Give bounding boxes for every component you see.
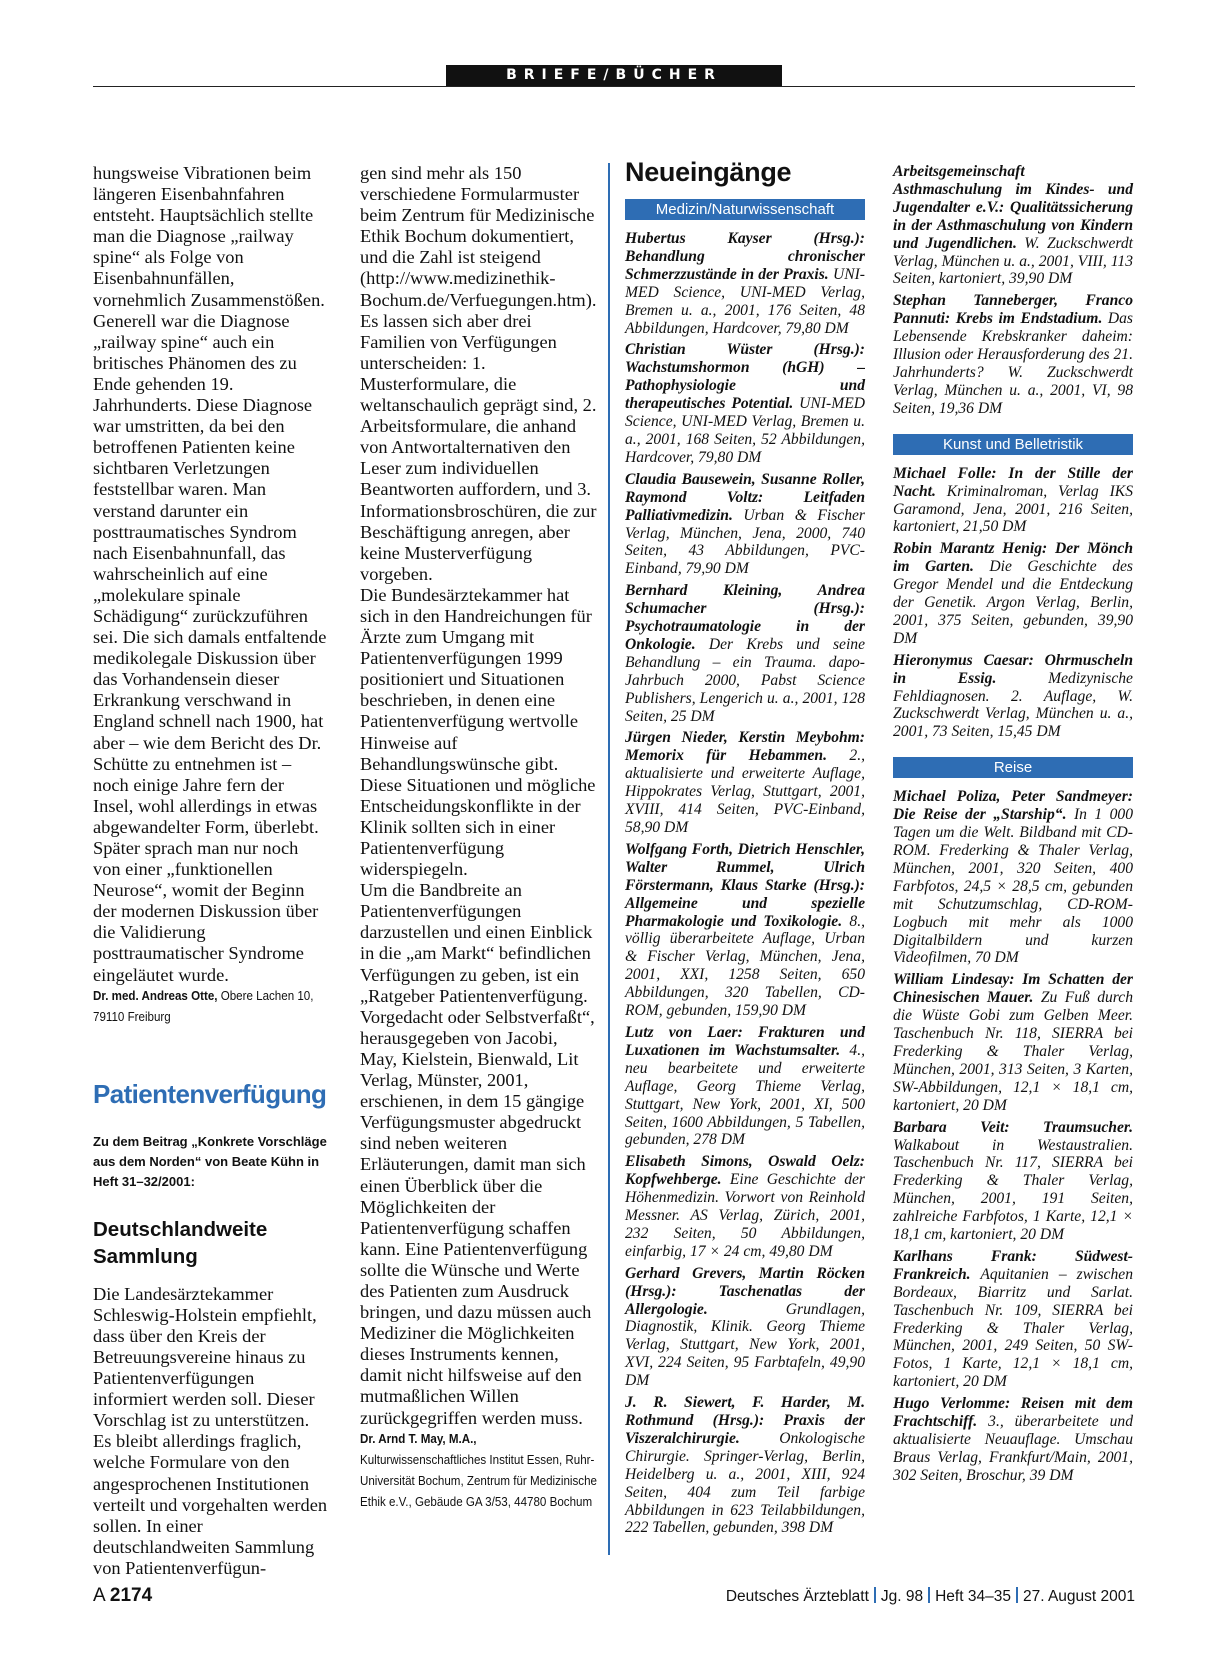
book-list xyxy=(893,163,1133,418)
book-details: Das Lebensende Krebskranker daheim: Illusion oder Herausforderung des 21. Jahrhunderts? W. Zuckschwerdt Verlag, München u. a., 2001, VI, 98 Seiten, 19,36 DM xyxy=(893,310,1133,417)
author-address: Kulturwissenschaftliches Institut Essen, Ruhr-Universität Bochum, Zentrum für Medizinische Ethik e.V., Gebäude GA 3/53, 44780 Bochum xyxy=(360,1452,597,1509)
category-banner: Kunst und Belletristik xyxy=(893,434,1133,455)
author-name: Dr. med. Andreas Otte, xyxy=(93,988,218,1003)
book-details: Zu Fuß durch die Wüste Gobi zum Gelben Meer. Taschenbuch Nr. 118, SIERRA bei Frederking & Thaler Verlag, München, 2001, 313 Seiten, 3 Karten, SW-Abbildungen, 12,1 × 18,1 cm, kartoniert, 20 DM xyxy=(893,989,1134,1114)
book-title: William Lindesay: Im Schatten der Chinesischen Mauer. xyxy=(893,971,1133,1007)
book-details: Onkologische Chirurgie. Springer-Verlag, Berlin, Heidelberg u. a., 2001, XIII, 924 Seiten, 404 zum Teil farbige Abbildungen in 623 Teilabbildungen, 222 Tabellen, gebunden, 398 DM xyxy=(625,1429,865,1537)
book-title: Hieronymus Caesar: Ohrmuscheln in Essig. xyxy=(893,651,1133,687)
header-rule xyxy=(93,86,1135,87)
journal-date: 27. August 2001 xyxy=(1022,1588,1135,1605)
book-title: Jürgen Nieder, Kerstin Meybohm: Memorix für Hebammen. xyxy=(625,729,865,765)
book-details: 3., überarbeitete und aktualisierte Neuauflage. Umschau Braus Verlag, Frankfurt/Main, 2001, 302 Seiten, Broschur, 39 DM xyxy=(893,1413,1133,1484)
book-title: Hubertus Kayser (Hrsg.): Behandlung chronischer Schmerzzustände in der Praxis. xyxy=(625,230,865,283)
book-details: Grundlagen, Diagnostik, Klinik. Georg Thieme Verlag, Stuttgart, New York, 2001, XVI, 224 Seiten, 95 Farbtafeln, 49,90 DM xyxy=(625,1300,865,1390)
book-title: Elisabeth Simons, Oswald Oelz: Kopfwehberge. xyxy=(625,1153,865,1189)
book-title: Lutz von Laer: Frakturen und Luxationen im Wachstumsalter. xyxy=(625,1023,865,1059)
page-number-value: 2174 xyxy=(109,1585,153,1606)
section-subhead: Deutschlandweite Sammlung xyxy=(93,1217,268,1268)
book-entry xyxy=(625,1394,865,1537)
book-entry xyxy=(625,841,865,1020)
footer-divider xyxy=(1016,1587,1018,1603)
section-label: BRIEFE/BÜCHER xyxy=(446,65,782,86)
book-entry xyxy=(893,1248,1133,1391)
book-entry xyxy=(893,163,1133,288)
book-entry xyxy=(625,1153,865,1260)
book-details: Der Krebs und seine Behandlung – ein Trauma. dapo-Jahrbuch 2000, Pabst Science Publishers, Lengerich u. a., 2001, 128 Seiten, 25 DM xyxy=(625,635,865,725)
book-entry xyxy=(625,582,865,725)
author-signature xyxy=(93,986,332,1028)
book-details: Medizynische Fehldiagnosen. 2. Auflage, W. Zuckschwerdt Verlag, München u. a., 2001, 73 Seiten, 15,45 DM xyxy=(893,669,1133,741)
new-arrivals-column-2 xyxy=(893,163,1133,1489)
page-number xyxy=(93,1585,152,1607)
book-title: Stephan Tanneberger, Franco Pannuti: Krebs im Endstadium. xyxy=(893,292,1133,328)
author-signature xyxy=(360,1429,599,1513)
book-entry xyxy=(625,341,865,466)
book-title: Gerhard Grevers, Martin Röcken (Hrsg.): Taschenatlas der Allergologie. xyxy=(625,1264,865,1318)
book-entry xyxy=(893,652,1133,742)
book-title: Claudia Bausewein, Susanne Roller, Raymond Voltz: Leitfaden Palliativmedizin. xyxy=(625,470,865,524)
book-details: In 1 000 Tagen um die Welt. Bildband mit CD-ROM. Frederking & Thaler Verlag, München, 2001, 320 Seiten, 400 Farbfotos, 24,5 × 28,5 cm, gebunden mit Schutzumschlag, CD-ROM-Logbuch mit mehr als 1000 Digitalbildern und kurzen Videofilmen, 70 DM xyxy=(893,806,1133,967)
book-title: Barbara Veit: Traumsucher. xyxy=(893,1118,1133,1136)
book-details: Eine Geschichte der Höhenmedizin. Vorwort von Reinhold Messner. AS Verlag, Zürich, 2001, 232 Seiten, 50 Abbildungen, einfarbig, 17 × 24 cm, 49,80 DM xyxy=(625,1171,866,1260)
letter-paragraph: Um die Bandbreite an Patientenverfügungen darzustellen und einen Einblick in die „am Markt“ befindlichen Verfügungen zu geben, ist ein „Ratgeber Patientenverfügung. Vorgedacht oder Selbstverfaßt“, herausgegeben von Jacobi, May, Kielstein, Bienwald, Lit Verlag, Münster, 2001, erschienen, in dem 15 gängige Verfügungsmuster abgedruckt sind neben weiteren Erläuterungen, damit man sich einen Überblick über die Möglichkeiten der Patientenverfügung schaffen kann. Eine Patientenverfügung sollte die Wünsche und Werte des Patienten zum Ausdruck bringen, und dazu müssen auch Mediziner die Möglichkeiten dieses Instruments kennen, damit nicht hilfsweise auf den mutmaßlichen Willen zurückgegriffen werden muss. xyxy=(360,880,595,1428)
new-arrivals-title: Neueingänge xyxy=(625,157,792,187)
journal-footer xyxy=(726,1587,1135,1606)
book-details: UNI-MED Science, UNI-MED Verlag, Bremen u. a., 2001, 168 Seiten, 52 Abbildungen, Hardcover, 79,80 DM xyxy=(625,395,865,466)
section-intro: Zu dem Beitrag „Konkrete Vorschläge aus dem Norden“ von Beate Kühn in Heft 31–32/2001: xyxy=(93,1133,327,1189)
letter-paragraph: Die Bundesärztekammer hat sich in den Handreichungen für Ärzte zum Umgang mit Patientenverfügungen 1999 positioniert und Situationen beschrieben, in denen eine Patientenverfügung wertvolle Hinweise auf Behandlungswünsche gibt. Diese Situationen und mögliche Entscheidungskonflikte in der Klinik sollten sich in einer Patientenverfügung widerspiegeln. xyxy=(360,584,596,880)
book-details: 2., aktualisierte und erweiterte Auflage, Hippokrates Verlag, Stuttgart, 2001, XVIII, 414 Seiten, PVC-Einband, 58,90 DM xyxy=(625,747,865,836)
book-title: Arbeitsgemeinschaft Asthmaschulung im Kindes- und Jugendalter e.V.: Qualitätssicherung in der Asthmaschulung von Kindern und Jugendlichen. xyxy=(893,163,1133,252)
letter-paragraph: hungsweise Vibrationen beim längeren Eisenbahnfahren entsteht. Hauptsächlich stellte man die Diagnose „railway spine“ als Folge von Eisenbahnunfällen, vornehmlich Zusammenstößen. Generell war die Diagnose „railway spine“ auch ein britisches Phänomen des zu Ende gehenden 19. Jahrhunderts. Diese Diagnose war umstritten, da bei den betroffenen Patienten keine sichtbaren Verletzungen feststellbar waren. Man verstand darunter ein posttraumatisches Syndrom nach Eisenbahnunfall, das wahrscheinlich auf eine „molekulare spinale Schädigung“ zurückzuführen sei. Die sich damals entfaltende medikolegale Diskussion über das Vorhandensein dieser Erkrankung verschwand in England schnell nach 1900, hat aber – wie dem Bericht des Dr. Schütte zu entnehmen ist – noch einige Jahre fern der Insel, wohl allerdings in etwas abgewandelter Form, überlebt. Später sprach man nur noch von einer „funktionellen Neurose“, womit der Beginn der modernen Diskussion über die Validierung posttraumatischer Syndrome eingeläutet wurde. xyxy=(93,163,327,985)
book-entry xyxy=(625,230,865,337)
footer-divider xyxy=(874,1587,876,1603)
book-details: Kriminalroman, Verlag IKS Garamond, Jena, 2001, 216 Seiten, kartoniert, 21,50 DM xyxy=(893,482,1134,536)
book-title: Michael Folle: In der Stille der Nacht. xyxy=(893,464,1133,500)
book-entry xyxy=(625,1024,865,1149)
column-1 xyxy=(93,163,328,1579)
book-title: Hugo Verlomme: Reisen mit dem Frachtschiff. xyxy=(893,1395,1133,1431)
book-details: W. Zuckschwerdt Verlag, München u. a., 2001, VIII, 113 Seiten, kartoniert, 39,90 DM xyxy=(893,234,1133,288)
book-entry xyxy=(893,292,1133,417)
author-name: Dr. Arnd T. May, M.A., xyxy=(360,1431,477,1446)
book-title: Robin Marantz Henig: Der Mönch im Garten. xyxy=(893,540,1133,576)
book-title: Bernhard Kleining, Andrea Schumacher (Hrsg.): Psychotraumatologie in der Onkologie. xyxy=(625,582,865,653)
journal-issue: Heft 34–35 xyxy=(935,1588,1011,1605)
book-list xyxy=(893,788,1133,1484)
author-address: Obere Lachen 10, 79110 Freiburg xyxy=(93,988,314,1024)
book-title: Wolfgang Forth, Dietrich Henschler, Walter Rummel, Ulrich Förstermann, Klaus Starke (Hrsg.): Allgemeine und spezielle Pharmakologie und Toxikologie. xyxy=(625,840,865,930)
column-divider xyxy=(608,163,610,1555)
book-details: 8., völlig überarbeitete Auflage, Urban & Fischer Verlag, München, Jena, 2001, XXI, 1258 Seiten, 650 Abbildungen, 320 Tabellen, CD-ROM, gebunden, 159,90 DM xyxy=(625,912,865,1020)
journal-name: Deutsches Ärzteblatt xyxy=(725,1588,869,1605)
book-entry xyxy=(625,729,865,836)
book-details: 4., neu bearbeitete und erweiterte Auflage, Georg Thieme Verlag, Stuttgart, New York, 2001, XI, 500 Seiten, 1600 Abbildungen, 5 Tabellen, gebunden, 278 DM xyxy=(625,1041,865,1149)
page-prefix: A xyxy=(93,1585,105,1606)
new-arrivals-column-1 xyxy=(625,157,866,1541)
book-details: UNI-MED Science, UNI-MED Verlag, Bremen u. a., 2001, 176 Seiten, 48 Abbildungen, Hardcover, 79,80 DM xyxy=(625,265,865,337)
book-details: Die Geschichte des Gregor Mendel und die Entdeckung der Genetik. Argon Verlag, Berlin, 2001, 375 Seiten, gebunden, 39,90 DM xyxy=(893,558,1133,647)
book-entry xyxy=(893,1119,1133,1244)
book-title: Michael Poliza, Peter Sandmeyer: Die Reise der „Starship“. xyxy=(893,788,1133,824)
book-entry xyxy=(625,1265,865,1390)
book-title: J. R. Siewert, F. Harder, M. Rothmund (Hrsg.): Praxis der Viszeralchirurgie. xyxy=(625,1394,865,1447)
book-details: Walkabout in Westaustralien. Taschenbuch Nr. 117, SIERRA bei Frederking & Thaler Verlag, München, 2001, 191 Seiten, zahlreiche Farbfotos, 1 Karte, 12,1 × 18,1 cm, kartoniert, 20 DM xyxy=(893,1136,1133,1244)
book-list xyxy=(625,230,865,1537)
book-entry xyxy=(625,471,865,578)
journal-volume: Jg. 98 xyxy=(880,1588,924,1605)
book-title: Christian Wüster (Hrsg.): Wachstumshormon (hGH) – Pathophysiologie und therapeutisches Potential. xyxy=(625,341,865,413)
book-title: Karlhans Frank: Südwest-Frankreich. xyxy=(893,1247,1133,1283)
book-list xyxy=(893,465,1133,742)
column-2 xyxy=(360,163,598,1513)
letter-paragraph: Die Landesärztekammer Schleswig-Holstein empfiehlt, dass über den Kreis der Betreuungsvereine hinaus zu Patientenverfügungen informiert werden soll. Dieser Vorschlag ist zu unterstützen. Es bleibt allerdings fraglich, welche Formulare von den angesprochenen Institutionen verteilt und vorgehalten werden sollen. In einer deutschlandweiten Sammlung von Patientenverfügun- xyxy=(93,1283,328,1578)
section-title: Patientenverfügung xyxy=(93,1078,327,1109)
book-entry xyxy=(893,788,1133,967)
category-banner: Reise xyxy=(893,757,1133,778)
footer-divider xyxy=(928,1587,930,1603)
book-details: Aquitanien – zwischen Bordeaux, Biarritz und Sarlat. Taschenbuch Nr. 109, SIERRA bei Frederking & Thaler Verlag, München, 2001, 249 Seiten, 50 SW-Fotos, 1 Karte, 12,1 × 18,1 cm, kartoniert, 20 DM xyxy=(893,1265,1133,1391)
book-entry xyxy=(893,465,1133,537)
book-details: Urban & Fischer Verlag, München, Jena, 2000, 740 Seiten, 43 Abbildungen, PVC-Einband, 79,90 DM xyxy=(625,506,866,578)
letter-paragraph: gen sind mehr als 150 verschiedene Formularmuster beim Zentrum für Medizinische Ethik Bochum dokumentiert, und die Zahl ist steigend (http://www.medizinethik-Bochum.de/Verfuegungen.htm). Es lassen sich aber drei Familien von Verfügungen unterscheiden: 1. Musterformulare, die weltanschaulich geprägt sind, 2. Arbeitsformulare, die anhand von Antwortalternativen den Leser zum individuellen Beantworten auffordern, und 3. Informationsbroschüren, die zur Beschäftigung anregen, aber keine Musterverfügung vorgeben. xyxy=(360,163,597,584)
book-entry xyxy=(893,971,1133,1114)
book-entry xyxy=(893,540,1133,647)
category-banner: Medizin/Naturwissenschaft xyxy=(625,199,865,220)
book-entry xyxy=(893,1395,1133,1485)
